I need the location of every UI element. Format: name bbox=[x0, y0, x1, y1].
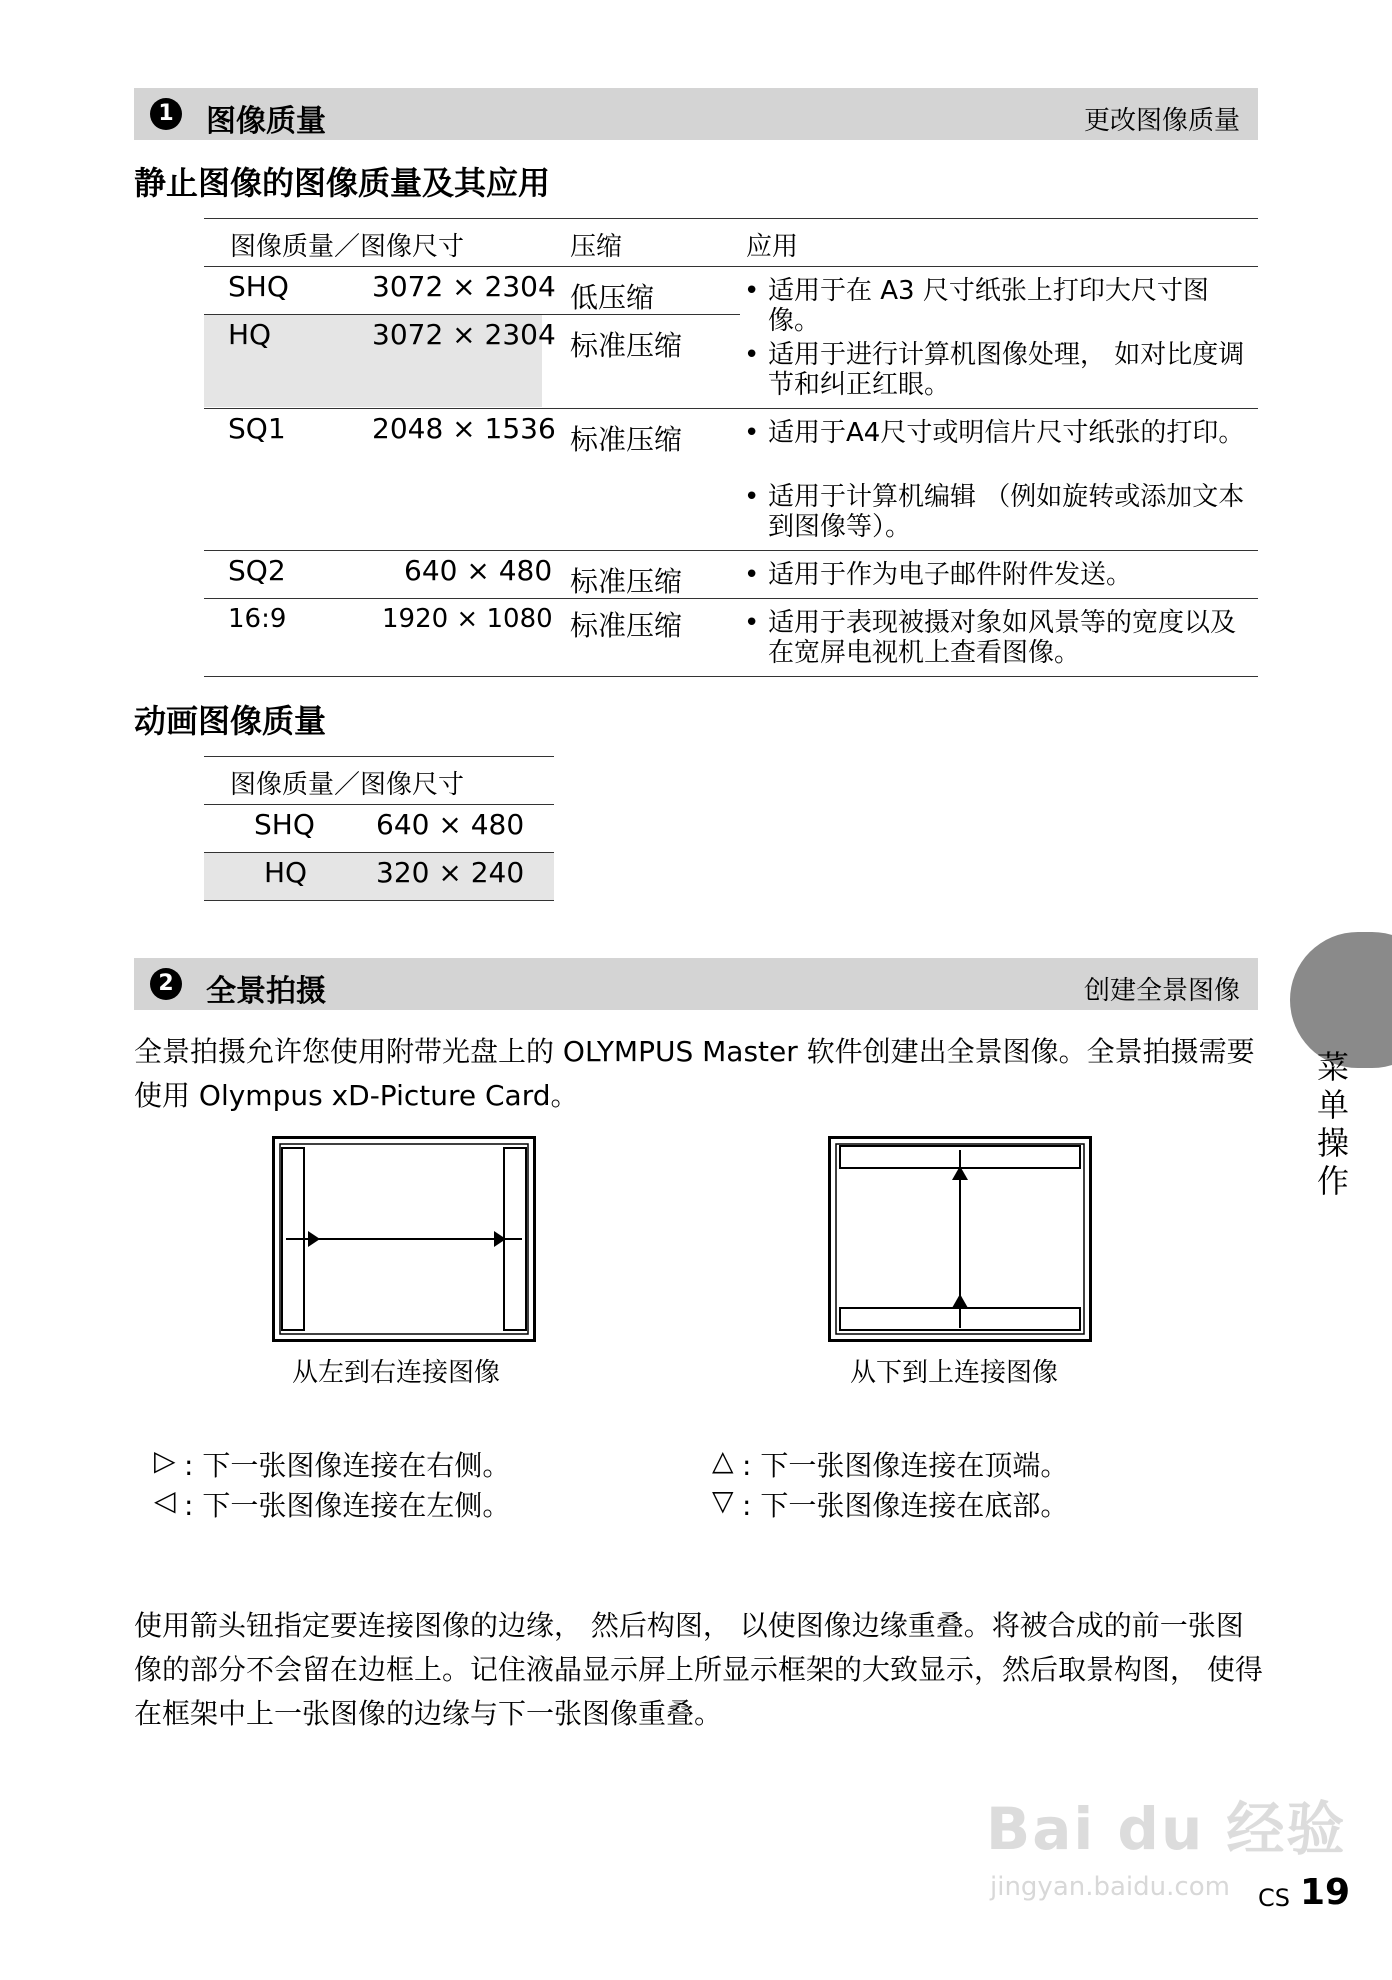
legend-text: : 下一张图像连接在顶端。 bbox=[742, 1449, 1069, 1482]
row-compression: 标准压缩 bbox=[570, 609, 683, 642]
row-quality: SQ2 bbox=[228, 554, 286, 587]
legend-text: : 下一张图像连接在左侧。 bbox=[184, 1489, 511, 1522]
row-quality: 16:9 bbox=[228, 604, 287, 634]
watermark-logo: Bai du 经验 bbox=[986, 1795, 1347, 1863]
section-subtitle: 创建全景图像 bbox=[1083, 976, 1240, 1006]
chapter-label: 菜单操作 bbox=[1312, 1050, 1350, 1202]
movie-row-size: 320 × 240 bbox=[376, 856, 525, 889]
row-size: 1920 × 1080 bbox=[382, 604, 553, 634]
left-arrow-icon: ◁ bbox=[154, 1484, 176, 1517]
row-quality: SHQ bbox=[228, 270, 289, 303]
right-arrow-icon: ▷ bbox=[154, 1444, 176, 1477]
row-size: 3072 × 2304 bbox=[372, 270, 556, 303]
page-number: 19 bbox=[1300, 1872, 1351, 1913]
movie-header: 图像质量／图像尺寸 bbox=[230, 770, 465, 800]
panorama-body: 使用箭头钮指定要连接图像的边缘， 然后构图， 以使图像边缘重叠。将被合成的前一张图像的部分不会留在边框上。记住液晶显示屏上所显示框架的大致显示，然后取景构图， 使得在框架中上一张图像的边缘与下一张图像重叠。 bbox=[134, 1609, 1263, 1730]
row-size: 2048 × 1536 bbox=[372, 412, 556, 445]
app-text: 适用于在 A3 尺寸纸张上打印大尺寸图像。 bbox=[768, 276, 1209, 336]
table-rule bbox=[204, 804, 554, 805]
app-text: 适用于进行计算机图像处理， 如对比度调节和纠正红眼。 bbox=[768, 340, 1245, 400]
table-rule bbox=[204, 676, 1258, 677]
header-compression: 压缩 bbox=[570, 232, 623, 262]
table-rule bbox=[204, 266, 1258, 267]
bullet: • bbox=[744, 608, 760, 638]
watermark-url: jingyan.baidu.com bbox=[990, 1872, 1230, 1902]
app-text: 适用于作为电子邮件附件发送。 bbox=[768, 560, 1133, 590]
bullet: • bbox=[744, 482, 760, 512]
up-arrow-icon: △ bbox=[712, 1444, 734, 1477]
table-rule bbox=[204, 314, 740, 315]
row-size: 3072 × 2304 bbox=[372, 318, 556, 351]
table-rule bbox=[204, 598, 1258, 599]
section-number: 2 bbox=[150, 968, 182, 1000]
diagram-right-caption: 从下到上连接图像 bbox=[850, 1358, 1059, 1388]
movie-quality-heading: 动画图像质量 bbox=[134, 702, 327, 740]
row-compression: 标准压缩 bbox=[570, 565, 683, 598]
section-subtitle: 更改图像质量 bbox=[1083, 106, 1240, 136]
table-rule bbox=[204, 756, 554, 757]
table-rule bbox=[204, 852, 554, 853]
footer-language: CS bbox=[1258, 1884, 1290, 1912]
bullet: • bbox=[744, 340, 760, 370]
row-quality: SQ1 bbox=[228, 412, 286, 445]
section-header-panorama bbox=[134, 958, 1258, 1010]
bottom-to-top-diagram bbox=[828, 1136, 1092, 1342]
still-image-heading: 静止图像的图像质量及其应用 bbox=[134, 164, 551, 202]
panorama-intro: 全景拍摄允许您使用附带光盘上的 OLYMPUS Master 软件创建出全景图像。全景拍摄需要使用 Olympus xD-Picture Card。 bbox=[134, 1035, 1255, 1112]
table-rule bbox=[204, 218, 1258, 219]
down-arrow-icon: ▽ bbox=[712, 1484, 734, 1517]
row-quality: HQ bbox=[228, 318, 272, 351]
bullet: • bbox=[744, 276, 760, 306]
app-text: 适用于表现被摄对象如风景等的宽度以及在宽屏电视机上查看图像。 bbox=[768, 608, 1237, 668]
table-rule bbox=[204, 550, 1258, 551]
row-size: 640 × 480 bbox=[404, 554, 553, 587]
app-text: 适用于A4尺寸或明信片尺寸纸张的打印。 bbox=[768, 418, 1245, 448]
header-quality-size: 图像质量／图像尺寸 bbox=[230, 232, 465, 262]
app-text: 适用于计算机编辑 （例如旋转或添加文本到图像等）。 bbox=[768, 482, 1245, 542]
movie-row-quality: HQ bbox=[264, 856, 308, 889]
left-to-right-diagram bbox=[272, 1136, 536, 1342]
bullet: • bbox=[744, 418, 760, 448]
table-rule bbox=[204, 900, 554, 901]
movie-row-quality: SHQ bbox=[254, 808, 315, 841]
section-title: 全景拍摄 bbox=[206, 974, 326, 1009]
chapter-tab bbox=[1290, 932, 1392, 1068]
section-title: 图像质量 bbox=[206, 104, 326, 139]
table-rule bbox=[204, 408, 1258, 409]
legend-text: : 下一张图像连接在底部。 bbox=[742, 1489, 1069, 1522]
diagram-left-caption: 从左到右连接图像 bbox=[292, 1358, 501, 1388]
header-application: 应用 bbox=[746, 232, 799, 262]
bullet: • bbox=[744, 560, 760, 590]
row-compression: 低压缩 bbox=[570, 281, 655, 314]
row-compression: 标准压缩 bbox=[570, 423, 683, 456]
legend-text: : 下一张图像连接在右侧。 bbox=[184, 1449, 511, 1482]
section-header-image-quality bbox=[134, 88, 1258, 140]
movie-row-size: 640 × 480 bbox=[376, 808, 525, 841]
row-compression: 标准压缩 bbox=[570, 329, 683, 362]
section-number: 1 bbox=[150, 98, 182, 130]
